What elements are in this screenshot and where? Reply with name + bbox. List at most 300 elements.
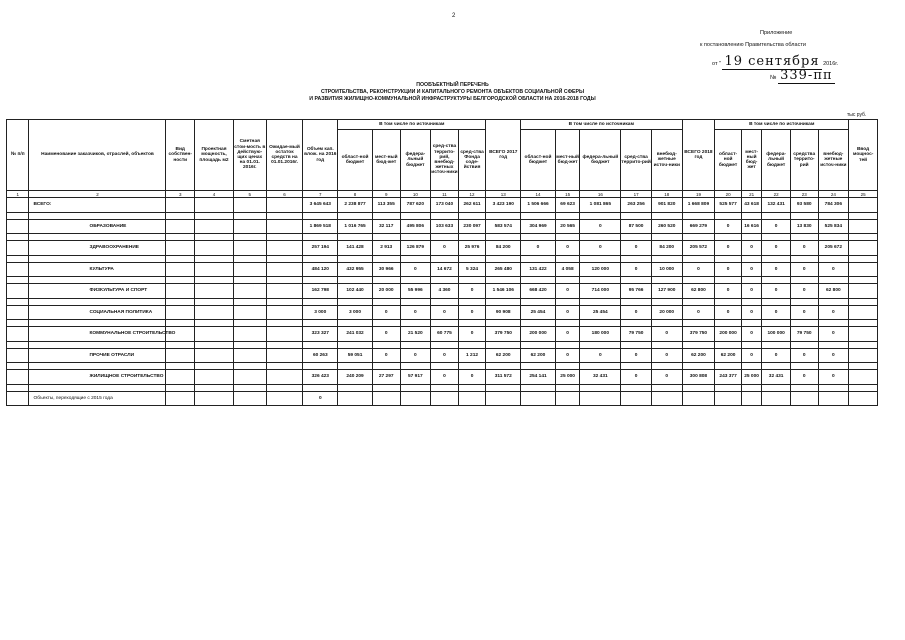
empty-cell	[790, 212, 818, 219]
empty-cell	[741, 384, 761, 391]
resolution-label: к постановлению Правительства области	[700, 42, 806, 48]
empty-cell	[621, 320, 652, 327]
row-number-cell	[7, 241, 29, 256]
empty-cell	[580, 298, 621, 305]
empty-cell	[486, 363, 521, 370]
empty-cell	[762, 298, 791, 305]
empty-cell	[486, 255, 521, 262]
col-header-extrabudget-2017: внебюд-жетные источ-ники	[651, 130, 682, 191]
value-cell	[233, 262, 266, 277]
empty-cell	[715, 255, 742, 262]
empty-cell	[338, 363, 373, 370]
spacer-row	[7, 341, 878, 348]
value-cell: 432 955	[338, 262, 373, 277]
value-cell: 0	[621, 348, 652, 363]
value-cell	[166, 305, 195, 320]
empty-cell	[7, 298, 29, 305]
col-header-territorial-2018: средства террито-рий	[790, 130, 818, 191]
value-cell: 200 000	[715, 327, 742, 342]
empty-cell	[233, 277, 266, 284]
value-cell: 32 431	[580, 370, 621, 385]
value-cell: 901 820	[651, 198, 682, 213]
empty-cell	[849, 298, 878, 305]
value-cell: 0	[818, 348, 849, 363]
empty-cell	[521, 255, 556, 262]
value-cell: 3 645 643	[303, 198, 338, 213]
empty-cell	[400, 212, 431, 219]
empty-cell	[741, 320, 761, 327]
column-number-cell: 21	[741, 191, 761, 198]
row-name-cell: ПРОЧИЕ ОТРАСЛИ	[29, 348, 166, 363]
value-cell: 84 200	[486, 241, 521, 256]
empty-cell	[682, 341, 715, 348]
empty-cell	[7, 341, 29, 348]
empty-cell	[715, 298, 742, 305]
empty-cell	[195, 384, 234, 391]
empty-cell	[818, 234, 849, 241]
empty-cell	[266, 320, 303, 327]
empty-cell	[818, 384, 849, 391]
empty-cell	[166, 255, 195, 262]
empty-cell	[458, 384, 486, 391]
value-cell: 0	[790, 305, 818, 320]
empty-cell	[195, 363, 234, 370]
column-number-cell: 23	[790, 191, 818, 198]
value-cell: 0	[790, 262, 818, 277]
empty-cell	[266, 384, 303, 391]
appendix-label: Приложение	[760, 30, 793, 36]
column-number-cell: 15	[555, 191, 580, 198]
document-title	[0, 82, 905, 103]
value-cell: 16 616	[741, 219, 761, 234]
value-cell: 0	[741, 327, 761, 342]
value-cell: 714 000	[580, 284, 621, 299]
value-cell: 0	[621, 370, 652, 385]
value-cell	[521, 391, 556, 406]
empty-cell	[580, 363, 621, 370]
empty-cell	[303, 234, 338, 241]
column-number-cell: 7	[303, 191, 338, 198]
row-name-cell: СОЦИАЛЬНАЯ ПОЛИТИКА	[29, 305, 166, 320]
col-header-regional-2018: област-ной бюджет	[715, 130, 742, 191]
empty-cell	[458, 341, 486, 348]
empty-cell	[621, 277, 652, 284]
value-cell: 1 081 865	[580, 198, 621, 213]
value-cell	[762, 391, 791, 406]
column-number-cell: 11	[431, 191, 459, 198]
empty-cell	[195, 341, 234, 348]
empty-cell	[233, 234, 266, 241]
value-cell: 0	[458, 284, 486, 299]
empty-cell	[741, 341, 761, 348]
empty-cell	[303, 341, 338, 348]
value-cell: 0	[458, 370, 486, 385]
value-cell: 2 913	[372, 241, 400, 256]
value-cell	[195, 284, 234, 299]
col-header-capacity: Проектная мощность, площадь м2	[195, 120, 234, 191]
resolution-number	[770, 68, 835, 83]
value-cell: 27 297	[372, 370, 400, 385]
empty-cell	[7, 384, 29, 391]
empty-cell	[486, 384, 521, 391]
empty-cell	[651, 255, 682, 262]
value-cell	[849, 327, 878, 342]
empty-cell	[458, 320, 486, 327]
empty-cell	[715, 363, 742, 370]
value-cell	[741, 391, 761, 406]
value-cell: 95 766	[621, 284, 652, 299]
value-cell: 162 798	[303, 284, 338, 299]
empty-cell	[486, 277, 521, 284]
value-cell: 0	[818, 327, 849, 342]
col-header-ownership: Вид собствен-ности	[166, 120, 195, 191]
value-cell: 304 969	[521, 219, 556, 234]
value-cell	[682, 391, 715, 406]
table-row	[7, 262, 878, 277]
column-number-cell: 20	[715, 191, 742, 198]
value-cell: 0	[580, 241, 621, 256]
value-cell: 0	[762, 241, 791, 256]
number-handwritten: 339-пп	[780, 68, 833, 83]
value-cell	[233, 241, 266, 256]
value-cell	[458, 391, 486, 406]
value-cell: 0	[555, 348, 580, 363]
row-number-cell	[7, 391, 29, 406]
empty-cell	[818, 341, 849, 348]
empty-cell	[400, 234, 431, 241]
empty-cell	[195, 298, 234, 305]
value-cell	[555, 391, 580, 406]
value-cell: 1 212	[458, 348, 486, 363]
empty-cell	[521, 277, 556, 284]
empty-cell	[338, 298, 373, 305]
empty-cell	[849, 320, 878, 327]
empty-cell	[431, 320, 459, 327]
value-cell: 0	[741, 348, 761, 363]
empty-cell	[458, 255, 486, 262]
row-number-cell	[7, 327, 29, 342]
empty-cell	[555, 234, 580, 241]
empty-cell	[431, 212, 459, 219]
empty-cell	[372, 234, 400, 241]
spacer-row	[7, 320, 878, 327]
table-row	[7, 198, 878, 213]
empty-cell	[682, 363, 715, 370]
value-cell	[166, 198, 195, 213]
value-cell: 300 808	[682, 370, 715, 385]
empty-cell	[555, 341, 580, 348]
empty-cell	[29, 363, 166, 370]
table-row	[7, 370, 878, 385]
column-number-cell: 5	[233, 191, 266, 198]
column-number-cell: 19	[682, 191, 715, 198]
row-number-cell	[7, 370, 29, 385]
date-handwritten: 19 сентября	[724, 54, 820, 69]
empty-cell	[400, 341, 431, 348]
row-number-cell	[7, 284, 29, 299]
empty-cell	[580, 255, 621, 262]
value-cell	[166, 219, 195, 234]
empty-cell	[849, 384, 878, 391]
empty-cell	[303, 277, 338, 284]
row-name-cell: ФИЗКУЛЬТУРА И СПОРТ	[29, 284, 166, 299]
empty-cell	[651, 234, 682, 241]
value-cell: 25 454	[580, 305, 621, 320]
row-name-cell: КОММУНАЛЬНОЕ СТРОИТЕЛЬСТВО	[29, 327, 166, 342]
empty-cell	[166, 212, 195, 219]
value-cell: 0	[762, 262, 791, 277]
row-name-cell: КУЛЬТУРА	[29, 262, 166, 277]
value-cell: 669 279	[682, 219, 715, 234]
empty-cell	[486, 212, 521, 219]
empty-cell	[29, 298, 166, 305]
empty-cell	[555, 320, 580, 327]
empty-cell	[521, 234, 556, 241]
value-cell	[849, 348, 878, 363]
value-cell: 4 058	[555, 262, 580, 277]
empty-cell	[849, 234, 878, 241]
empty-cell	[762, 384, 791, 391]
empty-cell	[195, 212, 234, 219]
empty-cell	[431, 341, 459, 348]
value-cell	[233, 284, 266, 299]
empty-cell	[338, 255, 373, 262]
empty-cell	[580, 384, 621, 391]
empty-cell	[7, 234, 29, 241]
empty-cell	[400, 320, 431, 327]
column-number-cell: 14	[521, 191, 556, 198]
value-cell: 25 454	[521, 305, 556, 320]
empty-cell	[7, 277, 29, 284]
empty-cell	[715, 234, 742, 241]
table-row	[7, 219, 878, 234]
value-cell: 1 869 518	[303, 219, 338, 234]
col-header-federal-2018: федера-льный бюджет	[762, 130, 791, 191]
row-name-cell: ЗДРАВООХРАНЕНИЕ	[29, 241, 166, 256]
empty-cell	[29, 277, 166, 284]
value-cell: 0	[818, 305, 849, 320]
empty-cell	[486, 298, 521, 305]
empty-cell	[715, 277, 742, 284]
value-cell: 241 032	[338, 327, 373, 342]
value-cell: 240 209	[338, 370, 373, 385]
value-cell: 0	[741, 284, 761, 299]
value-cell: 311 572	[486, 370, 521, 385]
empty-cell	[166, 298, 195, 305]
column-number-cell: 22	[762, 191, 791, 198]
empty-cell	[166, 384, 195, 391]
empty-cell	[651, 341, 682, 348]
empty-cell	[715, 384, 742, 391]
empty-cell	[762, 212, 791, 219]
value-cell	[233, 198, 266, 213]
value-cell: 60 775	[431, 327, 459, 342]
value-cell	[849, 305, 878, 320]
column-number-row	[7, 191, 878, 198]
empty-cell	[621, 384, 652, 391]
empty-cell	[29, 384, 166, 391]
empty-cell	[303, 363, 338, 370]
title-line: СТРОИТЕЛЬСТВА, РЕКОНСТРУКЦИИ И КАПИТАЛЬНОГО РЕМОНТА ОБЪЕКТОВ СОЦИАЛЬНОЙ СФЕРЫ	[320, 89, 585, 95]
empty-cell	[431, 363, 459, 370]
value-cell: 0	[741, 262, 761, 277]
value-cell: 132 431	[762, 198, 791, 213]
value-cell: 103 633	[431, 219, 459, 234]
value-cell	[195, 370, 234, 385]
empty-cell	[762, 234, 791, 241]
value-cell: 525 577	[715, 198, 742, 213]
value-cell: 323 327	[303, 327, 338, 342]
empty-cell	[580, 234, 621, 241]
empty-cell	[458, 212, 486, 219]
value-cell	[166, 262, 195, 277]
empty-cell	[651, 363, 682, 370]
value-cell: 0	[458, 327, 486, 342]
empty-cell	[458, 277, 486, 284]
empty-cell	[651, 277, 682, 284]
empty-cell	[621, 234, 652, 241]
value-cell: 0	[580, 219, 621, 234]
empty-cell	[486, 234, 521, 241]
spacer-row	[7, 298, 878, 305]
empty-cell	[29, 255, 166, 262]
empty-cell	[303, 320, 338, 327]
value-cell: 0	[621, 305, 652, 320]
empty-cell	[29, 320, 166, 327]
empty-cell	[458, 363, 486, 370]
empty-cell	[338, 212, 373, 219]
row-name-cell: ЖИЛИЩНОЕ СТРОИТЕЛЬСТВО	[29, 370, 166, 385]
empty-cell	[400, 277, 431, 284]
empty-cell	[486, 341, 521, 348]
value-cell	[400, 391, 431, 406]
value-cell: 120 000	[580, 262, 621, 277]
value-cell	[849, 219, 878, 234]
empty-cell	[431, 255, 459, 262]
empty-cell	[651, 212, 682, 219]
value-cell: 84 200	[651, 241, 682, 256]
value-cell: 0	[790, 284, 818, 299]
value-cell: 21 520	[400, 327, 431, 342]
col-header-expected-balance: Ожидае-мый остаток средств на 01.01.2016г.	[266, 120, 303, 191]
value-cell: 126 879	[400, 241, 431, 256]
empty-cell	[372, 320, 400, 327]
value-cell	[195, 198, 234, 213]
empty-cell	[521, 384, 556, 391]
value-cell	[266, 348, 303, 363]
value-cell	[166, 241, 195, 256]
value-cell: 0	[762, 305, 791, 320]
empty-cell	[849, 212, 878, 219]
empty-cell	[7, 363, 29, 370]
empty-cell	[818, 212, 849, 219]
column-number-cell: 6	[266, 191, 303, 198]
empty-cell	[233, 298, 266, 305]
empty-cell	[790, 363, 818, 370]
value-cell: 379 750	[486, 327, 521, 342]
value-cell: 263 256	[621, 198, 652, 213]
value-cell	[166, 348, 195, 363]
title-line: И РАЗВИТИЯ ЖИЛИЩНО-КОММУНАЛЬНОЙ ИНФРАСТРУКТУРЫ БЕЛГОРОДСКОЙ ОБЛАСТИ НА 2016-2018 ГОДЫ	[309, 96, 596, 102]
empty-cell	[762, 277, 791, 284]
units-label: тыс руб.	[847, 112, 867, 118]
empty-cell	[29, 341, 166, 348]
empty-cell	[762, 320, 791, 327]
value-cell: 14 672	[431, 262, 459, 277]
row-number-cell	[7, 262, 29, 277]
empty-cell	[580, 277, 621, 284]
value-cell	[849, 198, 878, 213]
date-prefix: от "	[712, 61, 721, 67]
empty-cell	[741, 363, 761, 370]
value-cell: 87 500	[621, 219, 652, 234]
col-header-territorial: сред-ства террито-рий, внебюд-жетных источ-ники	[431, 130, 459, 191]
empty-cell	[555, 363, 580, 370]
col-header-no: № п/п	[7, 120, 29, 191]
value-cell	[266, 327, 303, 342]
empty-cell	[431, 277, 459, 284]
empty-cell	[29, 212, 166, 219]
empty-cell	[166, 363, 195, 370]
value-cell	[195, 391, 234, 406]
empty-cell	[195, 234, 234, 241]
value-cell: 326 423	[303, 370, 338, 385]
value-cell: 13 830	[790, 219, 818, 234]
column-number-cell: 25	[849, 191, 878, 198]
empty-cell	[741, 212, 761, 219]
value-cell: 0	[521, 241, 556, 256]
value-cell: 1 668 809	[682, 198, 715, 213]
value-cell	[166, 391, 195, 406]
value-cell	[195, 262, 234, 277]
empty-cell	[715, 341, 742, 348]
value-cell	[233, 370, 266, 385]
column-number-cell: 12	[458, 191, 486, 198]
empty-cell	[458, 234, 486, 241]
table-body	[7, 198, 878, 406]
value-cell: 43 618	[741, 198, 761, 213]
value-cell: 525 834	[818, 219, 849, 234]
col-header-local: мест-ный бюд-жет	[372, 130, 400, 191]
table-row	[7, 327, 878, 342]
value-cell: 0	[372, 305, 400, 320]
value-cell	[849, 391, 878, 406]
value-cell: 0	[715, 219, 742, 234]
empty-cell	[762, 255, 791, 262]
column-number-cell: 17	[621, 191, 652, 198]
value-cell: 0	[303, 391, 338, 406]
col-group-sources-2016: В том числе по источникам	[338, 120, 486, 130]
value-cell: 20 565	[555, 219, 580, 234]
value-cell: 25 976	[458, 241, 486, 256]
value-cell: 0	[741, 305, 761, 320]
value-cell: 30 966	[372, 262, 400, 277]
empty-cell	[741, 298, 761, 305]
value-cell: 20 000	[372, 284, 400, 299]
value-cell: 243 377	[715, 370, 742, 385]
value-cell	[715, 391, 742, 406]
empty-cell	[372, 277, 400, 284]
value-cell	[233, 348, 266, 363]
value-cell: 62 800	[682, 284, 715, 299]
empty-cell	[682, 320, 715, 327]
value-cell	[372, 391, 400, 406]
value-cell: 0	[372, 348, 400, 363]
table-row	[7, 241, 878, 256]
empty-cell	[849, 255, 878, 262]
value-cell: 0	[555, 327, 580, 342]
empty-cell	[818, 277, 849, 284]
